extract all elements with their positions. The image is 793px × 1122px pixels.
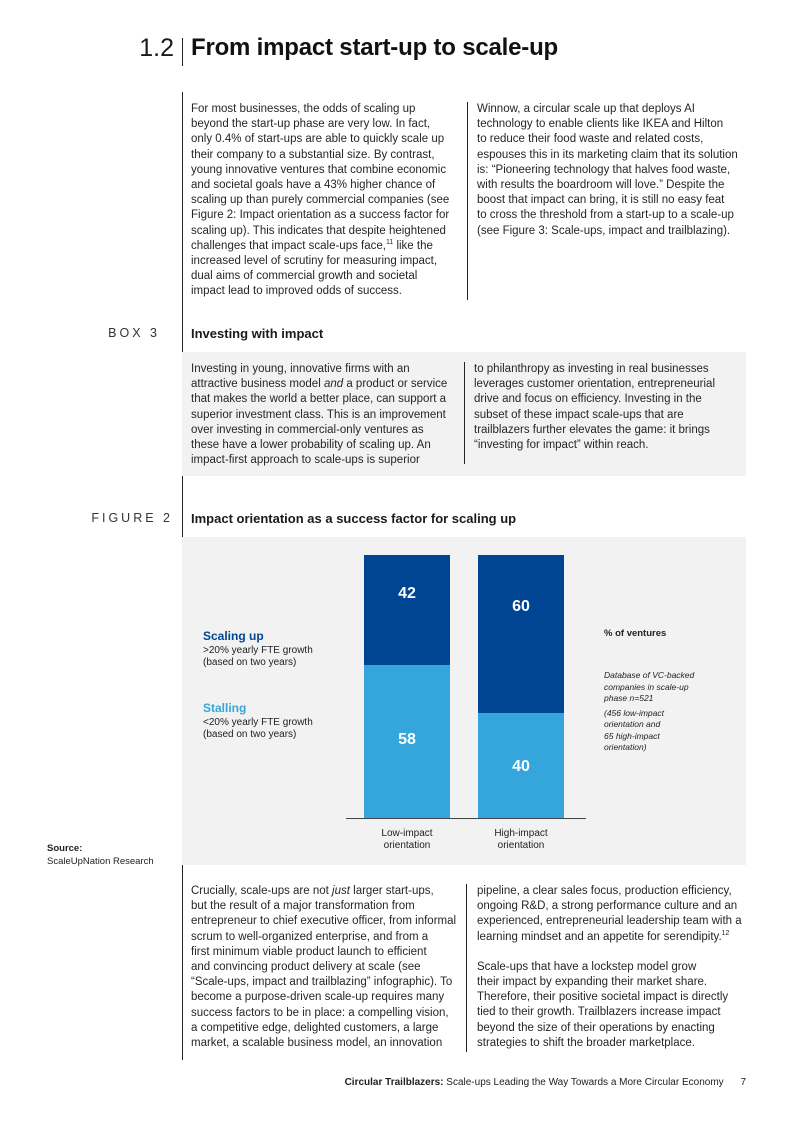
text-line: Investing in young, innovative firms with an (191, 363, 410, 375)
legend-description: (based on two years) (203, 657, 297, 668)
text-line: “Scale-ups, impact and trailblazing” infographic). To (191, 976, 453, 989)
source-title: Source: (47, 843, 83, 854)
section-number: 1.2 (139, 34, 174, 62)
text-line: impact-first approach to scale-ups is superior (191, 454, 420, 467)
text-line: impact lead to improved odds of success. (191, 285, 402, 298)
heading-divider (182, 38, 183, 66)
footnote-ref[interactable]: 12 (721, 929, 730, 937)
intro-right-column (477, 102, 747, 239)
text-line: scaling up than purely commercial companies (see (191, 194, 450, 207)
note-line: 65 high-impact (604, 730, 660, 741)
text-line: young innovative ventures that combine economic (191, 163, 447, 176)
text-line: superior investment class. This is an improvement (191, 408, 446, 421)
text-line: scaling up). This indicates that despite heightened (191, 224, 446, 237)
text-fragment: larger start-ups, (349, 885, 434, 897)
data-note (604, 670, 734, 754)
category-label (458, 828, 584, 852)
text-line: but the result of a major transformation from (191, 900, 415, 913)
section-title: From impact start-up to scale-up (191, 34, 558, 61)
text-fragment: learning mindset and an appetite for serendipity. (477, 930, 722, 943)
x-axis-line (346, 818, 586, 819)
note-line: orientation) (604, 742, 647, 752)
text-line: become a purpose-driven scale-up requires many (191, 991, 445, 1004)
text-fragment: challenges that impact scale-ups face, (191, 239, 386, 252)
text-line: increased level of scrutiny for measuring impact, (191, 255, 438, 268)
box-left-column (191, 362, 461, 468)
text-line: pipeline, a clear sales focus, production efficiency, (477, 885, 732, 897)
bar-value-label: 58 (398, 731, 416, 748)
text-line: subset of these impact scale-ups that are (474, 408, 684, 421)
category-label-line: High-impact (494, 828, 548, 839)
text-line: that makes the world a better place, can support a (191, 393, 447, 406)
text-line: is: “Pioneering technology that halves food waste, (477, 163, 731, 176)
text-line: scrum to well-organized enterprise, and from a (191, 930, 429, 943)
unit-label: % of ventures (604, 628, 667, 639)
text-line: leverages customer orientation, entrepreneurial (474, 378, 715, 391)
category-label-line: orientation (383, 840, 431, 851)
text-line: experienced, entrepreneurial leadership team with a (477, 915, 742, 928)
column-divider (466, 884, 467, 1052)
text-line: technology to enable clients like IKEA and Hilton (477, 118, 724, 131)
text-line: trailblazers further elevates the game: it brings (474, 423, 710, 436)
text-line: For most businesses, the odds of scaling up (191, 103, 416, 115)
text-line: Therefore, their positive societal impact is directly (477, 991, 729, 1004)
text-fragment: a product or service (343, 378, 448, 391)
bar-segment-scaling-up (364, 555, 450, 665)
legend-description: (based on two years) (203, 729, 297, 740)
text-line: over investing in commercial-only ventures as (191, 423, 424, 436)
text-line: and societal goals have a 43% higher chance of (191, 179, 436, 192)
intro-left-column (191, 102, 461, 300)
column-divider (464, 362, 465, 464)
legend-stalling (203, 701, 353, 741)
box-right-column (474, 362, 744, 453)
text-line: these have a lower probability of scaling up. An (191, 439, 431, 452)
source-text: ScaleUpNation Research (47, 856, 154, 867)
text-line: success factors to be in place: a compelling vision, (191, 1006, 449, 1019)
emphasis: just (332, 885, 350, 897)
text-line: and convincing product delivery at scale (see (191, 961, 421, 974)
text-line: ongoing R&D, a strong performance culture and an (477, 900, 738, 913)
text-line: a competitive edge, delighted customers, a large (191, 1021, 439, 1034)
legend-scaling-up (203, 629, 353, 669)
text-line: to philanthropy as investing in real businesses (474, 363, 709, 375)
footer-report-title: Circular Trailblazers: (344, 1077, 444, 1088)
category-label-line: orientation (497, 840, 545, 851)
text-line: boost that impact can bring, it is still no easy feat (477, 194, 725, 207)
box-label: BOX 3 (108, 326, 160, 340)
box-title: Investing with impact (191, 326, 324, 341)
category-label (344, 828, 470, 852)
text-line: to reduce their food waste and related costs, (477, 133, 704, 146)
figure-title: Impact orientation as a success factor for scaling up (191, 511, 517, 526)
text-line: entrepreneur to chief executive officer, from informal (191, 915, 457, 928)
page-footer (345, 1077, 746, 1088)
text-line: first minimum viable product launch to efficient (191, 945, 427, 958)
text-line: Figure 2: Impact orientation as a success factor for (191, 209, 450, 222)
bar-value-label: 42 (398, 585, 416, 602)
text-line: beyond the start-up phase are very low. In fact, (191, 118, 431, 131)
legend-title: Scaling up (203, 629, 264, 643)
legend-description: >20% yearly FTE growth (203, 645, 313, 656)
category-label-line: Low-impact (381, 828, 433, 839)
text-line: with results the boardroom will love.” Despite the (477, 179, 725, 192)
text-fragment: like the (393, 239, 433, 252)
closing-right-column (477, 884, 747, 1051)
note-line: Database of VC-backed (604, 670, 695, 680)
text-line (477, 930, 747, 945)
text-line (191, 239, 461, 254)
bar-segment-stalling (364, 665, 450, 818)
column-divider (467, 102, 468, 300)
closing-left-column (191, 884, 466, 1051)
text-line: strategies to shift the broader marketplace. (477, 1036, 695, 1049)
text-line: dual aims of commercial growth and societal (191, 270, 418, 283)
text-line: Winnow, a circular scale up that deploys AI (477, 103, 695, 115)
text-fragment: Crucially, scale-ups are not (191, 885, 333, 897)
note-line: (456 low-impact (604, 707, 664, 718)
text-line: beyond the size of their operations by enacting (477, 1021, 715, 1034)
note-line: companies in scale-up (604, 681, 689, 692)
text-line: “investing for impact” within reach. (474, 439, 649, 452)
note-line: orientation and (604, 719, 661, 729)
text-line: market, a scalable business model, an innovation (191, 1037, 443, 1050)
text-line: only 0.4% of start-ups are able to quickly scale up (191, 133, 445, 146)
bar-segment-stalling (478, 713, 564, 818)
footer-subtitle: Scale-ups Leading the Way Towards a More Circular Economy (443, 1077, 724, 1088)
text-line: Scale-ups that have a lockstep model grow (477, 960, 697, 973)
text-line: tied to their growth. Trailblazers increase impact (477, 1006, 721, 1019)
text-line (191, 377, 461, 392)
text-line: to cross the threshold from a start-up to a scale-up (477, 209, 734, 222)
text-line: their impact by expanding their market share. (477, 976, 708, 989)
footnote-ref[interactable]: 11 (385, 239, 394, 246)
text-line: drive and focus on efficiency. Investing in the (474, 393, 702, 406)
figure-label: FIGURE 2 (91, 511, 173, 525)
legend-title: Stalling (203, 701, 247, 715)
note-line: phase n=521 (604, 693, 654, 703)
emphasis: and (323, 378, 344, 391)
text-line: their company to a substantial size. By contrast, (191, 148, 435, 161)
text-fragment: attractive business model (191, 378, 324, 391)
text-line: espouses this in its marketing claim that its solution (477, 148, 738, 161)
bar-segment-scaling-up (478, 555, 564, 713)
bar-value-label: 60 (512, 598, 530, 615)
text-line: (see Figure 3: Scale-ups, impact and trailblazing). (477, 224, 731, 237)
text-line (191, 884, 466, 899)
page-number: 7 (740, 1077, 746, 1088)
legend-description: <20% yearly FTE growth (203, 717, 313, 728)
bar-value-label: 40 (512, 758, 530, 775)
